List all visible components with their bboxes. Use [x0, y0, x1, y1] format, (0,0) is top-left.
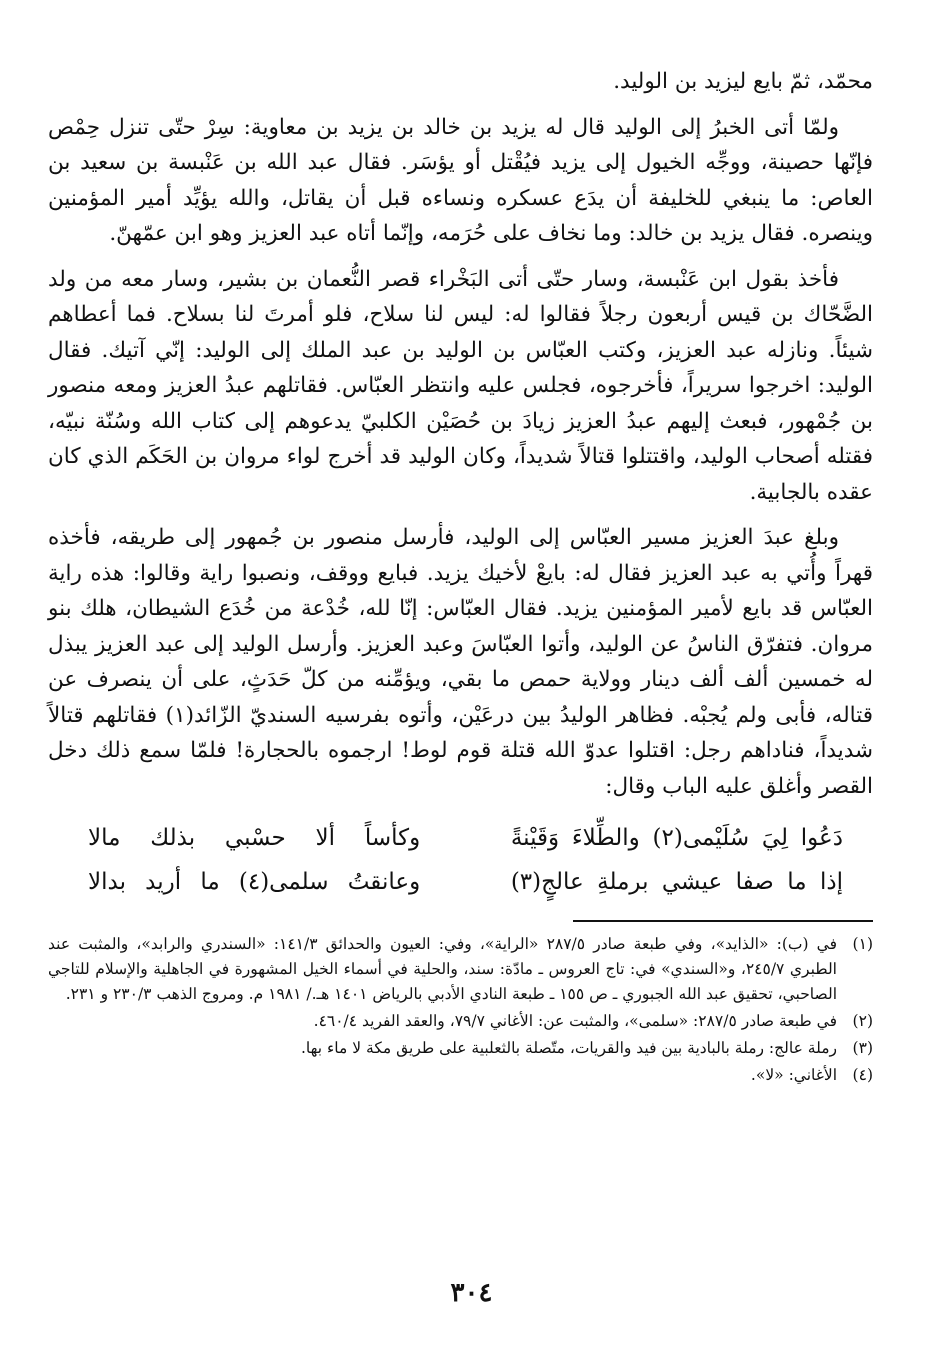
paragraph-abbas-surrender: وبلغ عبدَ العزيز مسير العبّاس إلى الوليد، فأرسل منصور بن جُمهور إلى طريقه، فأخذه قهراً وأُتي به عبد العزيز فقال له: بايعْ لأخيك يزيد. فبايع ووقف، ونصبوا راية وقالوا: هذه راية العبّاس قد بايع لأمير المؤمنين يزيد. فقال العبّاس: إنّا لله، خُدْعة من خُدَع الشيطان، هلك بنو مروان. فتفرّق الناسُ عن الوليد، وأتوا العبّاسَ وعبد العزيز. وأرسل الوليد إلى عبد العزيز يبذل له خمسين ألف ألف دينار وولاية حمص ما بقي، ويؤمِّنه من كلّ حَدَثٍ، على أن ينصرف عن قتاله، فأبى ولم يُجبْه. فظاهر الوليدُ بين درعَيْن، وأتوه بفرسيه السنديّ الزّائد(١) فقاتلهم قتالاً شديداً، فناداهم رجل: اقتلوا عدوّ الله قتلة قوم لوط! ارجموه بالحجارة! فلمّا سمع ذلك دخل القصر وأغلق عليه الباب وقال: — [48, 525, 873, 799]
book-page — [48, 64, 873, 1371]
poem-second-hemistich: وعانقتُ سلمى(٤) ما أريد بدالا — [88, 869, 421, 895]
footnote-text: في (ب): «الذايد»، وفي طبعة صادر ٢٨٧/٥ «الراية»، وفي: العيون والحدائق ١٤١/٣: «السندري والرابد»، والمثبت عند الطبري ٢٤٥/٧، و«السندي» في: تاج العروس ـ مادّة: سند، والحلية في أسماء الخيل المشهورة في الجاهلية والإسلام للتاجي الصاحبي، تحقيق عبد الله الجبوري ـ ص ١٥٥ ـ طبعة النادي الأدبي بالرياض ١٤٠١ هـ./ ١٩٨١ م. ومروج الذهب ٢٣٠/٣ و ٢٣١. — [48, 935, 837, 1003]
footnote-item — [48, 1009, 873, 1034]
poem-first-hemistich: دَعُوا لِيَ سُلَيْمى(٢) والطِّلاءَ وَقَيْنةً — [510, 825, 843, 851]
footnote-item — [48, 1063, 873, 1088]
poem-first-hemistich: إذا ما صفا عيشي برملةِ عالجٍ(٣) — [510, 869, 843, 895]
paragraph-news-to-walid: ولمّا أتى الخبرُ إلى الوليد قال له يزيد بن خالد بن يزيد بن معاوية: سِرْ حتّى تنزل حِمْص فإنّها حصينة، ووجِّه الخيول إلى يزيد فيُقْتل أو يؤسَر. فقال عبد الله بن عَنْبسة بن سعيد بن العاص: ما ينبغي للخليفة أن يدَع عسكره ونساءه قبل أن يقاتل، والله يؤيِّد أمير المؤمنين وينصره. فقال يزيد بن خالد: وما نخاف على حُرَمه، وإنّما أتاه عبد العزيز وهو ابن عمّهنّ. — [48, 114, 873, 246]
poem-second-hemistich: وكأساً ألا حسْبي بذلك مالا — [88, 825, 421, 851]
footnote-number: (٣) — [852, 1039, 873, 1057]
footnote-text: رملة عالج: رملة بالبادية بين فيد والقريات، متّصلة بالثعلبية على طريق مكة لا ماء بها. — [300, 1039, 837, 1057]
page-number: ٣٠٤ — [450, 1278, 493, 1308]
footnote-text: في طبعة صادر ٢٨٧/٥: «سلمى»، والمثبت عن: الأغاني ٧٩/٧، والعقد الفريد ٤٦٠/٤. — [313, 1012, 837, 1030]
footnotes — [48, 932, 873, 1088]
paragraph-bakhra-battle: فأخذ بقول ابن عَنْبسة، وسار حتّى أتى البَخْراء قصر النُّعمان بن بشير، وسار معه من ولد الضَّحّاك بن قيس أربعون رجلاً فقالوا له: ليس لنا سلاح، فلو أمرتَ لنا بسلاح. فما أعطاهم شيئاً. ونازله عبد العزيز، وكتب العبّاس بن الوليد بن عبد الملك إلى الوليد: إنّي آتيك. فقال الوليد: اخرجوا سريراً، فأخرجوه، فجلس عليه وانتظر العبّاس. فقاتلهم عبدُ العزيز ومعه منصور بن جُمْهور، فبعث إليهم عبدُ العزيز زيادَ بن حُصَيْن الكلبيّ يدعوهم إلى كتاب الله وسُنّة نبيّه، فقتله أصحاب الوليد، واقتتلوا قتالاً شديداً، وكان الوليد قد أخرج لواء مروان بن الحَكَم الذي كان عقده بالجابية. — [48, 266, 873, 505]
footnote-item — [48, 1036, 873, 1061]
footnote-number: (٤) — [852, 1066, 873, 1084]
footnote-item — [48, 932, 873, 1007]
footnote-separator — [573, 920, 873, 922]
poem-verse — [48, 860, 873, 904]
footnote-text: الأغاني: «لا». — [750, 1066, 837, 1084]
footnote-number: (١) — [852, 935, 873, 953]
poem — [48, 816, 873, 904]
poem-verse — [48, 816, 873, 860]
paragraph-opening: محمّد، ثمّ بايع ليزيد بن الوليد. — [613, 69, 873, 94]
footnote-number: (٢) — [852, 1012, 873, 1030]
